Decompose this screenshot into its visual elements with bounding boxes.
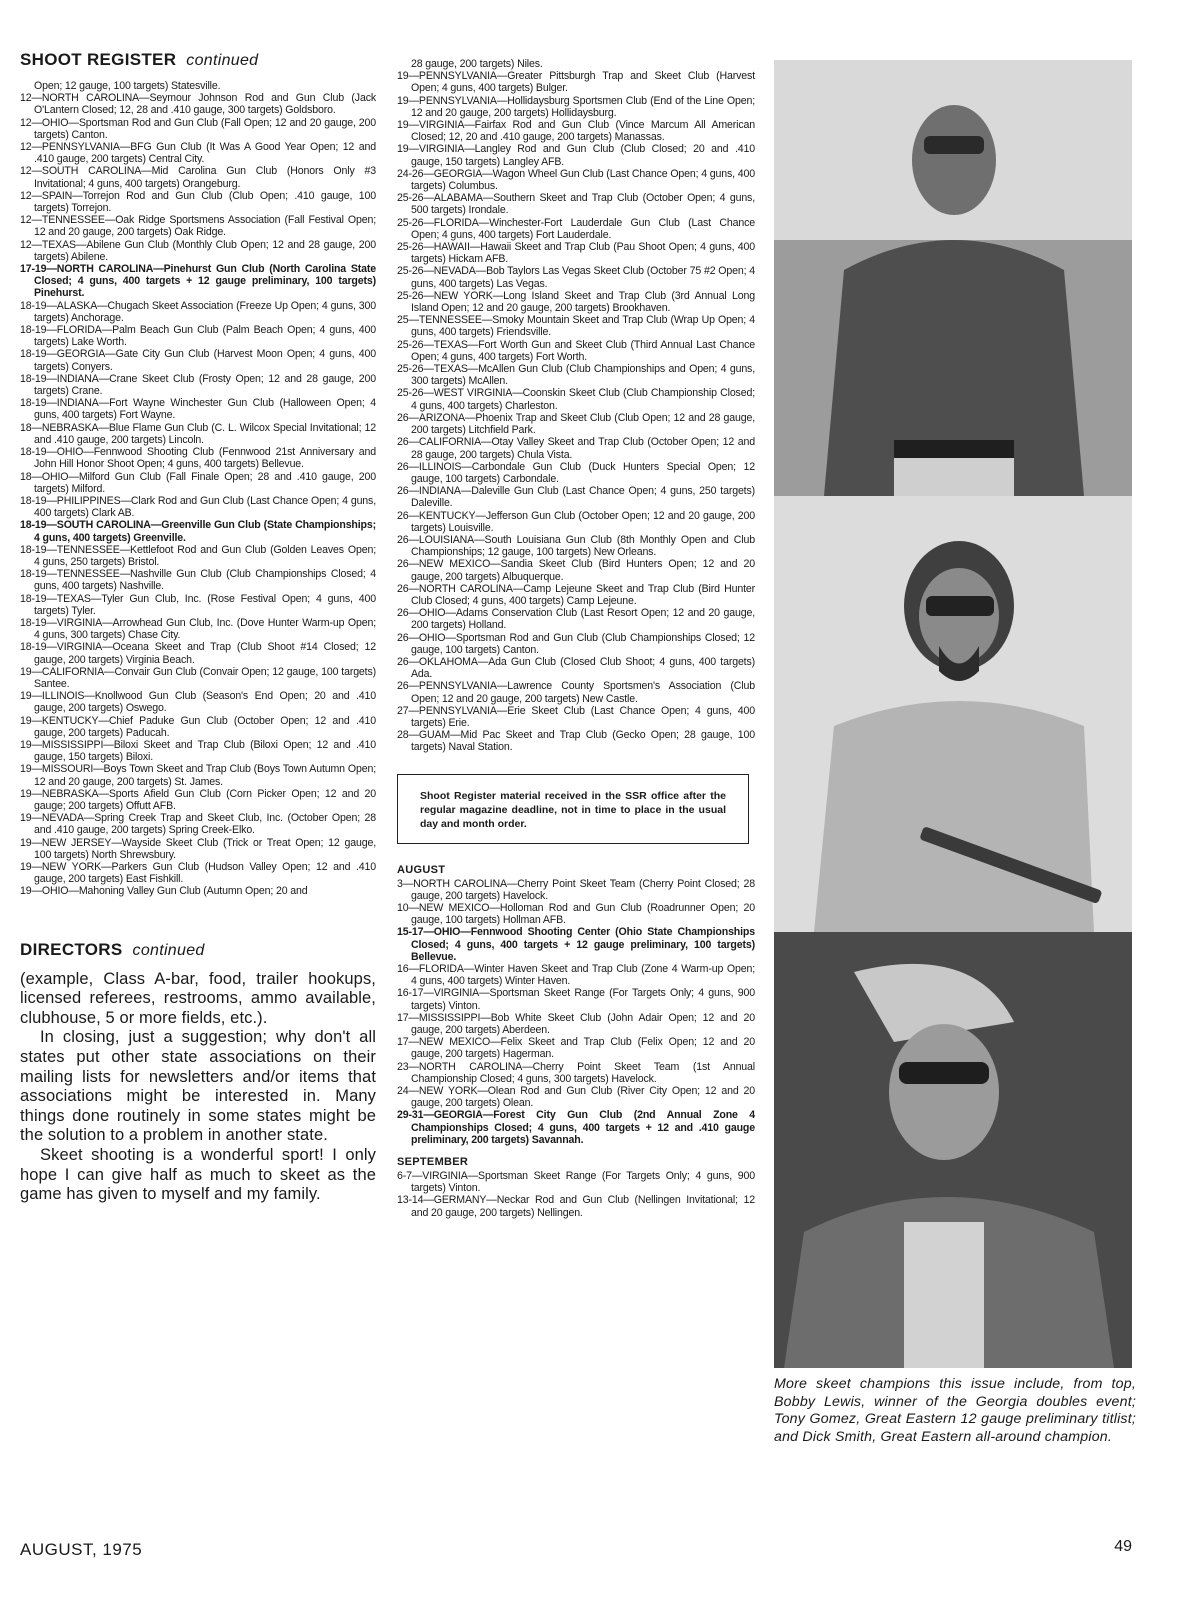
register-entry: 19—MISSISSIPPI—Biloxi Skeet and Trap Club (Biloxi Open; 12 and .410 gauge, 150 targets) Biloxi.: [20, 738, 376, 764]
middle-column: [397, 58, 755, 1219]
photo-caption: More skeet champions this issue include, from top, Bobby Lewis, winner of the Georgia doubles event; Tony Gomez, Great Eastern 12 gauge preliminary titlist; and Dick Smith, Great Eastern all-around champion.: [774, 1376, 1136, 1445]
register-entry: 17-19—NORTH CAROLINA—Pinehurst Gun Club (North Carolina State Closed; 4 guns, 400 targets + 12 gauge preliminary, 100 targets) Pinehurst.: [20, 263, 376, 300]
register-entry: 18-19—TENNESSEE—Nashville Gun Club (Club Championships Closed; 4 guns, 400 targets) Nashville.: [20, 568, 376, 593]
register-entry: 19—KENTUCKY—Chief Paduke Gun Club (October Open; 12 and .410 gauge, 200 targets) Paducah.: [20, 714, 376, 739]
shoot-register-list-left: [20, 80, 376, 898]
photo-illustration: [774, 60, 1132, 496]
shoot-register-heading: [20, 50, 376, 70]
directors-section: [20, 940, 376, 1205]
register-entry: 17—NEW MEXICO—Felix Skeet and Trap Club (Felix Open; 12 and 20 gauge, 200 targets) Hagerman.: [397, 1036, 755, 1061]
register-entry: 19—PENNSYLVANIA—Greater Pittsburgh Trap and Skeet Club (Harvest Open; 4 guns, 400 targets) Bulger.: [397, 70, 755, 95]
register-entry: 24—NEW YORK—Olean Rod and Gun Club (River City Open; 12 and 20 gauge, 200 targets) Olean.: [397, 1085, 755, 1110]
register-entry: 18-19—GEORGIA—Gate City Gun Club (Harvest Moon Open; 4 guns, 400 targets) Conyers.: [20, 348, 376, 373]
register-entry: 26—NORTH CAROLINA—Camp Lejeune Skeet and Trap Club (Bird Hunter Club Closed; 4 guns, 400 targets) Camp Lejeune.: [397, 582, 755, 607]
register-entry: 18-19—INDIANA—Crane Skeet Club (Frosty Open; 12 and 28 gauge, 200 targets) Crane.: [20, 372, 376, 398]
register-entry: 13-14—GERMANY—Neckar Rod and Gun Club (Nellingen Invitational; 12 and 20 gauge, 200 targets) Nellingen.: [397, 1194, 755, 1219]
register-entry: 18-19—FLORIDA—Palm Beach Gun Club (Palm Beach Open; 4 guns, 400 targets) Lake Worth.: [20, 324, 376, 349]
register-entry: 19—PENNSYLVANIA—Hollidaysburg Sportsmen Club (End of the Line Open; 12 and 20 gauge, 200 targets) Hollidaysburg.: [397, 94, 755, 119]
register-entry: 25-26—NEW YORK—Long Island Skeet and Trap Club (3rd Annual Long Island Open; 12 and 20 gauge, 200 targets) Brookhaven.: [397, 289, 755, 315]
register-entry: 12—TENNESSEE—Oak Ridge Sportsmens Association (Fall Festival Open; 12 and 20 gauge, 200 targets) Oak Ridge.: [20, 214, 376, 239]
photo-bobby-lewis: [774, 60, 1132, 496]
late-material-notice: Shoot Register material received in the SSR office after the regular magazine deadline, not in time to place in the usual day and month order.: [397, 774, 749, 844]
register-entry: 26—OHIO—Adams Conservation Club (Last Resort Open; 12 and 20 gauge, 200 targets) Holland.: [397, 607, 755, 632]
right-column: [774, 60, 1136, 1446]
continued-label: continued: [132, 941, 205, 959]
photo-tony-gomez: [774, 496, 1132, 932]
register-entry: 19—NEW JERSEY—Wayside Skeet Club (Trick or Treat Open; 12 gauge, 100 targets) North Shrewsbury.: [20, 836, 376, 861]
register-entry: 18-19—TEXAS—Tyler Gun Club, Inc. (Rose Festival Open; 4 guns, 400 targets) Tyler.: [20, 592, 376, 617]
register-entry: 12—PENNSYLVANIA—BFG Gun Club (It Was A Good Year Open; 12 and .410 gauge, 200 targets) Central City.: [20, 141, 376, 166]
register-entry: 18-19—VIRGINIA—Arrowhead Gun Club, Inc. (Dove Hunter Warm-up Open; 4 guns, 300 targets) Chase City.: [20, 616, 376, 642]
directors-paragraph: (example, Class A-bar, food, trailer hookups, licensed referees, restrooms, ammo available, clubhouse, 5 or more fields, etc.).: [20, 969, 376, 1027]
register-entry: 24-26—GEORGIA—Wagon Wheel Gun Club (Last Chance Open; 4 guns, 400 targets) Columbus.: [397, 167, 755, 193]
register-entry: 25-26—FLORIDA—Winchester-Fort Lauderdale Gun Club (Last Chance Open; 4 guns, 400 targets) Fort Lauderdale.: [397, 216, 755, 241]
register-entry: 27—PENNSYLVANIA—Erie Skeet Club (Last Chance Open; 4 guns, 400 targets) Erie.: [397, 704, 755, 729]
september-heading: SEPTEMBER: [397, 1156, 469, 1169]
register-entry: 19—ILLINOIS—Knollwood Gun Club (Season's End Open; 20 and .410 gauge, 200 targets) Oswego.: [20, 690, 376, 715]
register-entry: 18-19—TENNESSEE—Kettlefoot Rod and Gun Club (Golden Leaves Open; 4 guns, 250 targets) Bristol.: [20, 543, 376, 568]
register-entry: 18-19—PHILIPPINES—Clark Rod and Gun Club (Last Chance Open; 4 guns, 400 targets) Clark AB.: [20, 494, 376, 520]
register-entry: 28—GUAM—Mid Pac Skeet and Trap Club (Gecko Open; 28 gauge, 100 targets) Naval Station.: [397, 729, 755, 754]
register-entry: 19—OHIO—Mahoning Valley Gun Club (Autumn Open; 20 and: [20, 885, 308, 898]
shoot-register-list-middle: [397, 58, 755, 754]
directors-paragraph: In closing, just a suggestion; why don't all states put other state associations on their mailing lists for newsletters and/or items that associations might be interested in. Many things done routinely in some states might be the solution to a problem in another state.: [20, 1028, 376, 1145]
footer-date: AUGUST, 1975: [20, 1540, 143, 1559]
register-entry: 26—NEW MEXICO—Sandia Skeet Club (Bird Hunters Open; 12 and 20 gauge, 200 targets) Albuquerque.: [397, 558, 755, 583]
directors-paragraph: Skeet shooting is a wonderful sport! I only hope I can give half as much to skeet as the game has given to myself and my family.: [20, 1145, 376, 1204]
register-entry: 26—OHIO—Sportsman Rod and Gun Club (Club Championships Closed; 12 gauge, 100 targets) Canton.: [397, 631, 755, 656]
register-entry: 18-19—INDIANA—Fort Wayne Winchester Gun Club (Halloween Open; 4 guns, 400 targets) Fort Wayne.: [20, 397, 376, 422]
left-column: [20, 50, 376, 1205]
register-entry: 19—VIRGINIA—Fairfax Rod and Gun Club (Vince Marcum All American Closed; 12, 20 and .410 gauge, 200 targets) Manassas.: [397, 119, 755, 144]
register-entry: 18-19—SOUTH CAROLINA—Greenville Gun Club (State Championships; 4 guns, 400 targets) Greenville.: [20, 519, 376, 544]
register-entry: 15-17—OHIO—Fennwood Shooting Center (Ohio State Championships Closed; 4 guns, 400 targets + 12 gauge preliminary, 100 targets) Bellevue.: [397, 926, 755, 963]
register-entry: 29-31—GEORGIA—Forest City Gun Club (2nd Annual Zone 4 Championships Closed; 4 guns, 400 targets + 12 and .410 gauge preliminary, 200 targets) Savannah.: [397, 1109, 755, 1146]
register-entry: 26—KENTUCKY—Jefferson Gun Club (October Open; 12 and 20 gauge, 200 targets) Louisville.: [397, 509, 755, 534]
photo-illustration: [774, 496, 1132, 932]
register-entry: 19—NEW YORK—Parkers Gun Club (Hudson Valley Open; 12 and .410 gauge, 200 targets) East Fishkill.: [20, 861, 376, 886]
register-entry: 25-26—HAWAII—Hawaii Skeet and Trap Club (Pau Shoot Open; 4 guns, 400 targets) Hickam AFB.: [397, 241, 755, 266]
register-entry: 12—SOUTH CAROLINA—Mid Carolina Gun Club (Honors Only #3 Invitational; 4 guns, 400 targets) Orangeburg.: [20, 165, 376, 190]
directors-heading: [20, 940, 376, 960]
directors-title: DIRECTORS: [20, 939, 123, 959]
register-entry: 23—NORTH CAROLINA—Cherry Point Skeet Team (1st Annual Championship Closed; 4 guns, 300 targets) Havelock.: [397, 1060, 755, 1085]
register-entry: 26—LOUISIANA—South Louisiana Gun Club (8th Monthly Open and Club Championships; 12 gauge, 100 targets) New Orleans.: [397, 533, 755, 559]
register-entry: 25-26—TEXAS—Fort Worth Gun and Skeet Club (Third Annual Last Chance Open; 4 guns, 400 targets) Fort Worth.: [397, 338, 755, 363]
register-entry: 25-26—NEVADA—Bob Taylors Las Vegas Skeet Club (October 75 #2 Open; 4 guns, 400 targets) Las Vegas.: [397, 265, 755, 290]
register-entry: 28 gauge, 200 targets) Niles.: [411, 58, 543, 70]
register-entry: 25—TENNESSEE—Smoky Mountain Skeet and Trap Club (Wrap Up Open; 4 guns, 400 targets) Friendsville.: [397, 314, 755, 339]
register-entry: 19—CALIFORNIA—Convair Gun Club (Convair Open; 12 gauge, 100 targets) Santee.: [20, 665, 376, 690]
register-entry: 25-26—TEXAS—McAllen Gun Club (Club Championships and Open; 4 guns, 300 targets) McAllen.: [397, 363, 755, 388]
register-entry: 12—SPAIN—Torrejon Rod and Gun Club (Club Open; .410 gauge, 100 targets) Torrejon.: [20, 189, 376, 215]
register-entry: 18-19—VIRGINIA—Oceana Skeet and Trap (Club Shoot #14 Closed; 12 gauge, 200 targets) Virginia Beach.: [20, 641, 376, 666]
september-entries-list: [397, 1170, 755, 1219]
register-entry: 12—TEXAS—Abilene Gun Club (Monthly Club Open; 12 and 28 gauge, 200 targets) Abilene.: [20, 238, 376, 263]
register-entry: 18—NEBRASKA—Blue Flame Gun Club (C. L. Wilcox Special Invitational; 12 and .410 gauge, 200 targets) Lincoln.: [20, 421, 376, 446]
register-entry: 18—OHIO—Milford Gun Club (Fall Finale Open; 28 and .410 gauge, 200 targets) Milford.: [20, 470, 376, 495]
register-entry: 26—PENNSYLVANIA—Lawrence County Sportsmen's Association (Club Open; 12 and 20 gauge, 200 targets) New Castle.: [397, 680, 755, 705]
register-entry: 19—VIRGINIA—Langley Rod and Gun Club (Club Closed; 20 and .410 gauge, 150 targets) Langley AFB.: [397, 143, 755, 168]
august-heading: AUGUST: [397, 863, 446, 876]
register-entry: 16-17—VIRGINIA—Sportsman Skeet Range (For Targets Only; 4 guns, 900 targets) Vinton.: [397, 987, 755, 1012]
register-entry: 26—OKLAHOMA—Ada Gun Club (Closed Club Shoot; 4 guns, 400 targets) Ada.: [397, 655, 755, 681]
register-entry: 26—INDIANA—Daleville Gun Club (Last Chance Open; 4 guns, 250 targets) Daleville.: [397, 485, 755, 510]
register-entry: 19—NEBRASKA—Sports Afield Gun Club (Corn Picker Open; 12 and 20 gauge; 200 targets) Offutt AFB.: [20, 787, 376, 812]
register-entry: 19—NEVADA—Spring Creek Trap and Skeet Club, Inc. (October Open; 28 and .410 gauge, 200 targets) Spring Creek-Elko.: [20, 812, 376, 837]
continued-label: continued: [186, 52, 259, 69]
photo-illustration: [774, 932, 1132, 1368]
register-entry: 25-26—ALABAMA—Southern Skeet and Trap Club (October Open; 4 guns, 500 targets) Irondale.: [397, 192, 755, 217]
register-entry: 17—MISSISSIPPI—Bob White Skeet Club (John Adair Open; 12 and 20 gauge, 200 targets) Aberdeen.: [397, 1011, 755, 1037]
photo-dick-smith: [774, 932, 1132, 1368]
register-entry: 10—NEW MEXICO—Holloman Rod and Gun Club (Roadrunner Open; 20 gauge, 100 targets) Hollman AFB.: [397, 901, 755, 927]
register-entry: 18-19—ALASKA—Chugach Skeet Association (Freeze Up Open; 4 guns, 300 targets) Anchorage.: [20, 299, 376, 324]
register-entry: 19—MISSOURI—Boys Town Skeet and Trap Club (Boys Town Autumn Open; 12 and 20 gauge, 200 targets) St. James.: [20, 763, 376, 788]
register-entry: 3—NORTH CAROLINA—Cherry Point Skeet Team (Cherry Point Closed; 28 gauge, 200 targets) Havelock.: [397, 877, 755, 902]
register-entry: 12—OHIO—Sportsman Rod and Gun Club (Fall Open; 12 and 20 gauge, 200 targets) Canton.: [20, 116, 376, 141]
page-number: 49: [1114, 1538, 1132, 1555]
register-entry: 25-26—WEST VIRGINIA—Coonskin Skeet Club (Club Championship Closed; 4 guns, 400 targets) Charleston.: [397, 387, 755, 412]
august-entries-list: [397, 878, 755, 1146]
shoot-register-title: SHOOT REGISTER: [20, 50, 177, 69]
register-entry: 6-7—VIRGINIA—Sportsman Skeet Range (For Targets Only; 4 guns, 900 targets) Vinton.: [397, 1170, 755, 1195]
register-entry: 26—ARIZONA—Phoenix Trap and Skeet Club (Club Open; 12 and 28 gauge, 200 targets) Litchfield Park.: [397, 411, 755, 437]
register-entry: 12—NORTH CAROLINA—Seymour Johnson Rod and Gun Club (Jack O'Lantern Closed; 12, 28 and .410 gauge, 300 targets) Goldsboro.: [20, 92, 376, 117]
register-entry: 16—FLORIDA—Winter Haven Skeet and Trap Club (Zone 4 Warm-up Open; 4 guns, 400 targets) Winter Haven.: [397, 963, 755, 988]
register-entry: 26—ILLINOIS—Carbondale Gun Club (Duck Hunters Special Open; 12 gauge, 100 targets) Carbondale.: [397, 460, 755, 485]
register-entry: 26—CALIFORNIA—Otay Valley Skeet and Trap Club (October Open; 12 and 28 gauge, 200 targets) Chula Vista.: [397, 436, 755, 461]
register-entry: 18-19—OHIO—Fennwood Shooting Club (Fennwood 21st Anniversary and John Hill Honor Shoot Open; 4 guns, 400 targets) Bellevue.: [20, 446, 376, 471]
register-entry: Open; 12 gauge, 100 targets) Statesville.: [34, 80, 221, 92]
